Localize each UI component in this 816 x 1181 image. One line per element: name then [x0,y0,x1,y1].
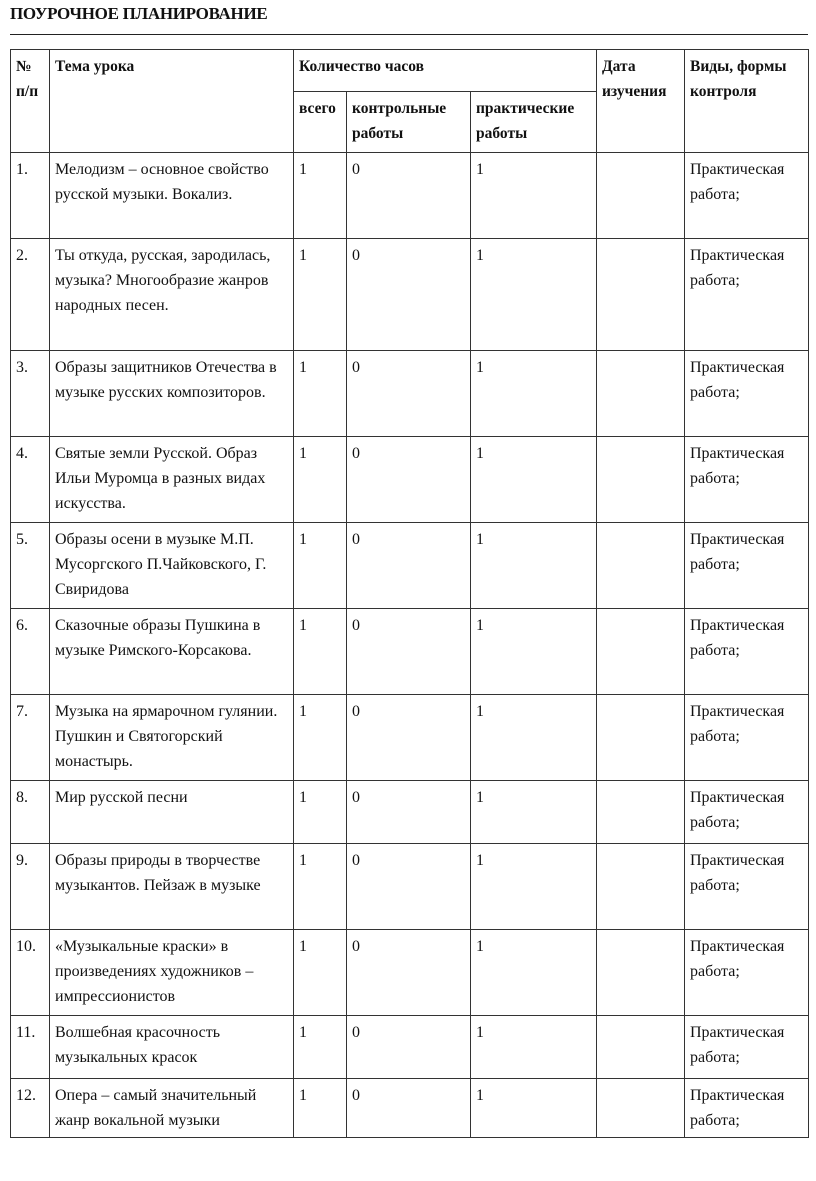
cell-practical: 1 [471,437,597,523]
header-hours: Количество часов [294,50,597,92]
page-title: ПОУРОЧНОЕ ПЛАНИРОВАНИЕ [10,4,268,23]
cell-control-type: Практическая работа; [685,1079,809,1138]
table-row [11,1079,809,1138]
cell-num: 1. [11,153,50,239]
header-total: всего [294,92,347,153]
cell-control: 0 [347,609,471,695]
cell-num: 4. [11,437,50,523]
cell-date [597,781,685,844]
cell-total: 1 [294,351,347,437]
cell-control-type: Практическая работа; [685,523,809,609]
cell-num: 8. [11,781,50,844]
cell-num: 2. [11,239,50,351]
cell-num: 12. [11,1079,50,1138]
header-practical-works: практические работы [471,92,597,153]
cell-practical: 1 [471,351,597,437]
table-header-row [11,50,809,92]
table-row [11,153,809,239]
title-divider [10,34,808,35]
cell-control: 0 [347,1016,471,1079]
cell-control-type: Практическая работа; [685,351,809,437]
cell-topic: Образы осени в музыке М.П. Мусоргского П.Чайковского, Г. Свиридова [50,523,294,609]
cell-practical: 1 [471,523,597,609]
cell-date [597,844,685,930]
cell-num: 9. [11,844,50,930]
cell-topic: Образы природы в творчестве музыкантов. Пейзаж в музыке [50,844,294,930]
cell-total: 1 [294,153,347,239]
table-row [11,1016,809,1079]
cell-date [597,609,685,695]
cell-control: 0 [347,844,471,930]
cell-control: 0 [347,695,471,781]
cell-control-type: Практическая работа; [685,781,809,844]
table-row [11,351,809,437]
cell-practical: 1 [471,153,597,239]
cell-control: 0 [347,153,471,239]
cell-date [597,1079,685,1138]
header-control-works: контрольные работы [347,92,471,153]
cell-control-type: Практическая работа; [685,239,809,351]
table-row [11,437,809,523]
cell-practical: 1 [471,695,597,781]
cell-topic: Музыка на ярмарочном гулянии. Пушкин и Святогорский монастырь. [50,695,294,781]
table-row [11,695,809,781]
cell-date [597,437,685,523]
cell-topic: Опера – самый значительный жанр вокальной музыки [50,1079,294,1138]
cell-num: 5. [11,523,50,609]
cell-practical: 1 [471,1016,597,1079]
cell-practical: 1 [471,844,597,930]
cell-control: 0 [347,351,471,437]
cell-practical: 1 [471,609,597,695]
cell-num: 7. [11,695,50,781]
cell-control: 0 [347,523,471,609]
cell-date [597,930,685,1016]
table-row [11,781,809,844]
cell-date [597,1016,685,1079]
table-row [11,844,809,930]
cell-total: 1 [294,844,347,930]
cell-date [597,523,685,609]
cell-control-type: Практическая работа; [685,153,809,239]
cell-num: 6. [11,609,50,695]
cell-control: 0 [347,437,471,523]
cell-total: 1 [294,523,347,609]
cell-control-type: Практическая работа; [685,609,809,695]
cell-practical: 1 [471,1079,597,1138]
cell-topic: Мелодизм – основное свойство русской музыки. Вокализ. [50,153,294,239]
cell-total: 1 [294,437,347,523]
cell-date [597,153,685,239]
header-date: Дата изучения [597,50,685,153]
header-num: № п/п [11,50,50,153]
lesson-plan-table [10,49,809,1138]
cell-control: 0 [347,239,471,351]
cell-num: 3. [11,351,50,437]
table-row [11,930,809,1016]
cell-topic: Мир русской песни [50,781,294,844]
cell-practical: 1 [471,239,597,351]
table-row [11,609,809,695]
cell-topic: Образы защитников Отечества в музыке русских композиторов. [50,351,294,437]
cell-topic: «Музыкальные краски» в произведениях художников – импрессионистов [50,930,294,1016]
cell-total: 1 [294,1079,347,1138]
cell-control: 0 [347,1079,471,1138]
cell-topic: Сказочные образы Пушкина в музыке Римского-Корсакова. [50,609,294,695]
cell-control-type: Практическая работа; [685,930,809,1016]
cell-num: 11. [11,1016,50,1079]
cell-control: 0 [347,781,471,844]
cell-date [597,695,685,781]
cell-date [597,239,685,351]
cell-total: 1 [294,930,347,1016]
cell-num: 10. [11,930,50,1016]
cell-control-type: Практическая работа; [685,437,809,523]
header-topic: Тема урока [50,50,294,153]
cell-total: 1 [294,695,347,781]
cell-topic: Волшебная красочность музыкальных красок [50,1016,294,1079]
cell-control-type: Практическая работа; [685,695,809,781]
cell-total: 1 [294,239,347,351]
cell-total: 1 [294,609,347,695]
cell-topic: Ты откуда, русская, зародилась, музыка? Многообразие жанров народных песен. [50,239,294,351]
header-control-types: Виды, формы контроля [685,50,809,153]
cell-practical: 1 [471,930,597,1016]
cell-control-type: Практическая работа; [685,844,809,930]
table-row [11,239,809,351]
cell-total: 1 [294,1016,347,1079]
cell-total: 1 [294,781,347,844]
table-row [11,523,809,609]
cell-practical: 1 [471,781,597,844]
cell-topic: Святые земли Русской. Образ Ильи Муромца в разных видах искусства. [50,437,294,523]
cell-control: 0 [347,930,471,1016]
cell-date [597,351,685,437]
cell-control-type: Практическая работа; [685,1016,809,1079]
